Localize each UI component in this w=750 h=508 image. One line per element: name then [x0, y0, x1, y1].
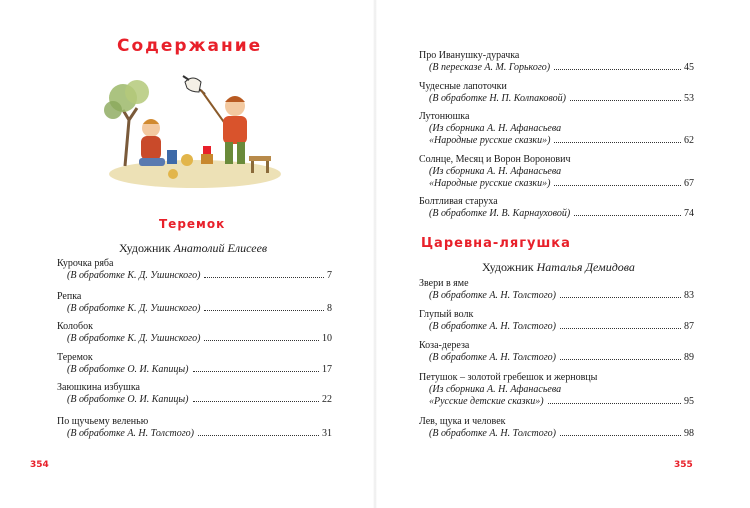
toc-entry-title: Курочка ряба: [57, 258, 114, 269]
toc-entry-title: Теремок: [57, 352, 93, 363]
toc-entry[interactable]: [419, 340, 694, 364]
toc-entry-title: Солнце, Месяц и Ворон Воронович: [419, 154, 571, 165]
page-number-right: 355: [674, 460, 693, 470]
toc-entry[interactable]: [419, 416, 694, 440]
artist-credit: [482, 260, 635, 275]
toc-entry-source: (В обработке К. Д. Ушинского): [67, 333, 201, 344]
artist-prefix: Художник: [119, 241, 171, 255]
toc-entry-source: (В обработке А. Н. Толстого): [429, 428, 556, 439]
toc-entry-source: (В обработке О. И. Капицы): [67, 364, 189, 375]
right-page: [375, 0, 750, 508]
toc-entry[interactable]: [57, 352, 332, 376]
section-title-teremok: Теремок: [159, 217, 226, 231]
toc-entry-title: Лутонюшка: [419, 111, 470, 122]
toc-entry-source: (В обработке А. Н. Толстого): [429, 352, 556, 363]
toc-entry-source: (В пересказе А. М. Горького): [429, 62, 551, 73]
toc-entry-page: 31: [322, 428, 332, 439]
toc-entry-page: 45: [684, 62, 694, 73]
contents-heading: Содержание: [117, 36, 263, 56]
toc-entry-page: 8: [327, 303, 332, 314]
toc-entry-title: Чудесные лапоточки: [419, 81, 507, 92]
page-number-left: 354: [30, 460, 49, 470]
toc-entry[interactable]: [57, 258, 332, 282]
toc-entry-title: Глупый волк: [419, 309, 474, 320]
toc-entry-title: Колобок: [57, 321, 93, 332]
toc-entry-title: Коза-дереза: [419, 340, 470, 351]
toc-entry-source: (В обработке К. Д. Ушинского): [67, 303, 201, 314]
toc-entry[interactable]: [419, 196, 694, 220]
toc-entry[interactable]: [419, 309, 694, 333]
toc-entry[interactable]: [419, 50, 694, 74]
toc-entry-page: 98: [684, 428, 694, 439]
toc-list-right-bottom: [419, 278, 694, 448]
toc-entry[interactable]: [57, 416, 332, 440]
toc-entry-collection: (Из сборника А. Н. Афанасьева: [429, 123, 562, 134]
toc-entry-title: Петушок – золотой гребешок и жерновцы: [419, 372, 598, 383]
children-playing-with-toy-horse-illustration: [103, 70, 281, 190]
toc-entry[interactable]: [57, 321, 332, 345]
toc-entry-source: (В обработке А. Н. Толстого): [67, 428, 194, 439]
toc-entry-title: Заюшкина избушка: [57, 382, 140, 393]
toc-entry[interactable]: [419, 154, 694, 190]
toc-entry-source: (В обработке А. Н. Толстого): [429, 321, 556, 332]
toc-entry-page: 95: [684, 396, 694, 407]
toc-entry-page: 10: [322, 333, 332, 344]
toc-entry-source: (В обработке К. Д. Ушинского): [67, 270, 201, 281]
toc-entry-page: 7: [327, 270, 332, 281]
toc-entry-page: 17: [322, 364, 332, 375]
artist-name: Наталья Демидова: [536, 260, 635, 274]
toc-entry-source: «Народные русские сказки»): [429, 135, 551, 146]
toc-entry-page: 87: [684, 321, 694, 332]
toc-entry[interactable]: [57, 291, 332, 315]
toc-entry-source: «Русские детские сказки»): [429, 396, 544, 407]
artist-name: Анатолий Елисеев: [173, 241, 268, 255]
artist-prefix: Художник: [482, 260, 534, 274]
toc-entry-source: (В обработке Н. П. Колпаковой): [429, 93, 566, 104]
toc-list-right-top: [419, 50, 694, 230]
toc-entry[interactable]: [419, 278, 694, 302]
toc-entry[interactable]: [419, 372, 694, 408]
toc-entry-page: 74: [684, 208, 694, 219]
toc-list-left: [57, 258, 332, 448]
toc-entry-title: Звери в яме: [419, 278, 469, 289]
toc-entry-title: По щучьему веленью: [57, 416, 149, 427]
toc-entry-title: Репка: [57, 291, 82, 302]
toc-entry-page: 67: [684, 178, 694, 189]
toc-entry-collection: (Из сборника А. Н. Афанасьева: [429, 166, 562, 177]
toc-entry-source: (В обработке А. Н. Толстого): [429, 290, 556, 301]
toc-entry-page: 62: [684, 135, 694, 146]
toc-entry-page: 53: [684, 93, 694, 104]
toc-entry-title: Про Иванушку-дурачка: [419, 50, 520, 61]
toc-entry-collection: (Из сборника А. Н. Афанасьева: [429, 384, 562, 395]
toc-entry-source: (В обработке О. И. Капицы): [67, 394, 189, 405]
toc-entry-page: 22: [322, 394, 332, 405]
toc-entry-page: 83: [684, 290, 694, 301]
toc-entry-title: Болтливая старуха: [419, 196, 498, 207]
section-title-tsarevna: Царевна-лягушка: [421, 236, 571, 251]
toc-entry-title: Лев, щука и человек: [419, 416, 506, 427]
toc-entry-source: (В обработке И. В. Карнауховой): [429, 208, 571, 219]
toc-entry-source: «Народные русские сказки»): [429, 178, 551, 189]
toc-entry[interactable]: [419, 81, 694, 105]
toc-entry[interactable]: [57, 382, 332, 406]
artist-credit: [119, 241, 267, 256]
toc-entry[interactable]: [419, 111, 694, 147]
toc-entry-page: 89: [684, 352, 694, 363]
